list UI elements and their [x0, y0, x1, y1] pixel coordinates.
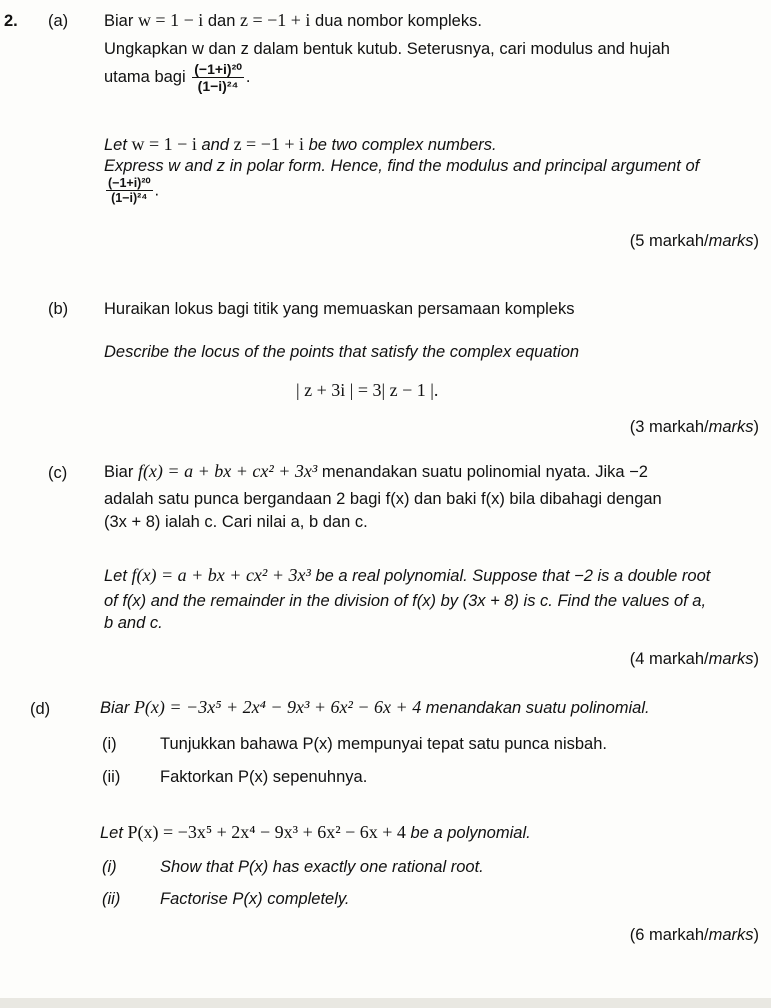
part-c-ms-line1: Biar f(x) = a + bx + cx² + 3x³ menandakan suatu polinomial nyata. Jika −2: [104, 461, 648, 481]
part-d-ms-sub-i-label: (i): [102, 735, 117, 753]
part-d-ms-sub-ii: Faktorkan P(x) sepenuhnya.: [160, 768, 368, 786]
question-number: 2.: [4, 12, 18, 30]
part-b-ms-text: Huraikan lokus bagi titik yang memuaskan persamaan kompleks: [104, 300, 575, 318]
part-b-en-text: Describe the locus of the points that satisfy the complex equation: [104, 343, 580, 361]
part-d-ms-sub-i: Tunjukkan bahawa P(x) mempunyai tepat satu punca nisbah.: [160, 735, 607, 753]
part-a-label: (a): [48, 12, 69, 30]
part-b-marks: (3 markah/marks): [629, 418, 759, 436]
part-c-en-line1: Let f(x) = a + bx + cx² + 3x³ be a real polynomial. Suppose that −2 is a double root: [104, 565, 711, 585]
part-d-en-line1: Let P(x) = −3x⁵ + 2x⁴ − 9x³ + 6x² − 6x + 4 be a polynomial.: [100, 822, 531, 842]
part-a-en-line1: Let w = 1 − i and z = −1 + i be two complex numbers.: [104, 134, 497, 154]
part-c-en-line2: of f(x) and the remainder in the division of f(x) by (3x + 8) is c. Find the values of a,: [104, 592, 707, 610]
part-c-marks: (4 markah/marks): [629, 650, 759, 668]
part-a-en-line2: Express w and z in polar form. Hence, find the modulus and principal argument of: [104, 157, 700, 175]
part-d-en-sub-ii-label: (ii): [102, 890, 121, 908]
part-a-ms-line3: utama bagi $\frac{\text{(−1+i)²⁰}}{\text{(1−i)²⁴}}$ .: [104, 61, 251, 94]
part-a-marks: (5 markah/marks): [629, 232, 759, 250]
part-d-marks: (6 markah/marks): [629, 926, 759, 944]
part-d-ms-sub-ii-label: (ii): [102, 768, 121, 786]
part-d-label: (d): [30, 700, 51, 718]
part-b-label: (b): [48, 300, 69, 318]
part-a-en-fraction: $\frac{\text{(−1+i)²⁰}}{\text{(1−i)²⁴}}$: [108, 176, 151, 206]
page-bottom-edge: [0, 998, 771, 1008]
part-a-en-line3: $\frac{\text{(−1+i)²⁰}}{\text{(1−i)²⁴}}$ .: [108, 176, 160, 206]
part-d-en-sub-i: Show that P(x) has exactly one rational root.: [160, 858, 484, 876]
part-d-en-sub-ii: Factorise P(x) completely.: [160, 890, 350, 908]
part-a-ms-line1: Biar w = 1 − i dan z = −1 + i dua nombor kompleks.: [104, 10, 482, 30]
part-b-equation: | z + 3i | = 3| z − 1 |.: [296, 380, 439, 400]
part-c-en-line3: b and c.: [104, 614, 163, 632]
part-a-ms-fraction: $\frac{\text{(−1+i)²⁰}}{\text{(1−i)²⁴}}$: [194, 61, 242, 94]
part-c-label: (c): [48, 464, 68, 482]
part-c-ms-line3: (3x + 8) ialah c. Cari nilai a, b dan c.: [104, 513, 368, 531]
part-d-ms-line1: Biar P(x) = −3x⁵ + 2x⁴ − 9x³ + 6x² − 6x + 4 menandakan suatu polinomial.: [100, 697, 650, 717]
part-a-ms-line2: Ungkapkan w dan z dalam bentuk kutub. Seterusnya, cari modulus and hujah: [104, 40, 670, 58]
part-c-ms-line2: adalah satu punca bergandaan 2 bagi f(x) dan baki f(x) bila dibahagi dengan: [104, 490, 662, 508]
part-d-en-sub-i-label: (i): [102, 858, 117, 876]
